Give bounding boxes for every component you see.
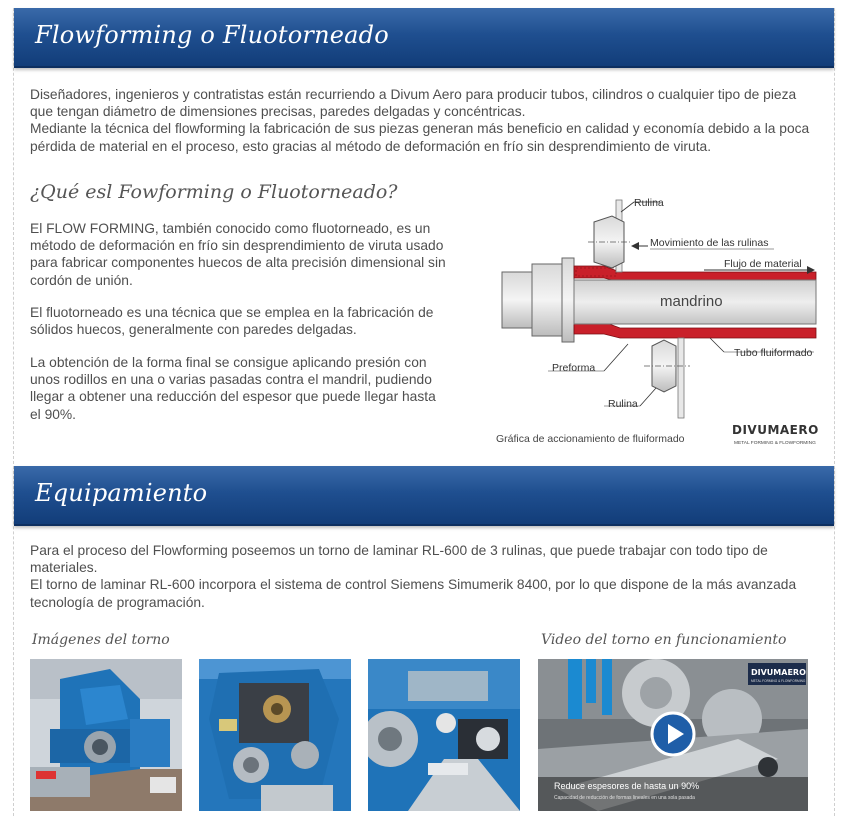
- intro-text: [30, 86, 820, 155]
- equipment-section: [13, 466, 835, 816]
- lathe-image-1-graphic: [30, 659, 182, 811]
- diagram-logo-text: DIVUMAERO: [732, 423, 819, 437]
- video-overlay-line2: Capacidad de reducción de formas lineales en una sola pasada: [554, 795, 695, 801]
- flowforming-diagram: [484, 186, 824, 454]
- label-flow: Flujo de material: [724, 258, 802, 270]
- chuck-body: [532, 264, 566, 336]
- mandrel-label: mandrino: [660, 293, 723, 310]
- chuck-outer: [502, 272, 536, 328]
- top-roller: [594, 216, 624, 268]
- section-title-equipment: Equipamiento: [35, 479, 208, 507]
- what-is-heading: ¿Qué esl Fowforming o Fluotorneado?: [30, 181, 398, 203]
- equipment-paragraph-1: Para el proceso del Flowforming poseemos un torno de laminar RL-600 de 3 rulinas, que puede trabajar con todo tipo de materiales.: [30, 543, 768, 576]
- description-paragraph-3: La obtención de la forma final se consigue aplicando presión con unos rodillos en una o varias pasadas contra el mandril, pudiendo llegar a obtener una reducción del espesor que puede llegar hasta el 90%.: [30, 355, 436, 422]
- video-logo-text: DIVUMAERO: [751, 668, 806, 677]
- images-caption: Imágenes del torno: [32, 632, 170, 648]
- lathe-image-3-graphic: [368, 659, 520, 811]
- label-rulina-top: Rulina: [634, 197, 664, 209]
- lathe-image-2-graphic: [199, 659, 351, 811]
- video-overlay-line1: Reduce espesores de hasta un 90%: [554, 781, 700, 791]
- leader-rulina-top: [621, 202, 634, 212]
- section-title-flowforming: Flowforming o Fluotorneado: [35, 21, 389, 49]
- bottom-roller-shaft: [678, 338, 684, 418]
- intro-paragraph-1: Diseñadores, ingenieros y contratistas están recurriendo a Divum Aero para producir tubos, cilindros o cualquier tipo de pieza que tengan diámetro de dimensiones precisas, paredes delgadas y concéntricas.: [30, 87, 797, 120]
- equipment-text: [30, 542, 820, 611]
- section-header-band: [14, 8, 834, 68]
- flowforming-section: [13, 8, 835, 464]
- leader-preform: [604, 344, 628, 371]
- diagram-logo-sub: METAL FORMING & FLOWFORMING: [734, 441, 816, 446]
- label-tube: Tubo fluiformado: [734, 347, 813, 359]
- chuck-flange: [562, 258, 574, 342]
- description-paragraph-1: El FLOW FORMING, también conocido como fluotorneado, es un método de deformación en frío sin desprendimiento de viruta usado para fabricar componentes huecos de alta precisión dimensional sin cordón de unión.: [30, 221, 446, 288]
- label-preform: Preforma: [552, 362, 596, 374]
- lathe-image-1[interactable]: [30, 659, 182, 811]
- leader-rulina-bottom: [640, 388, 656, 406]
- video-logo-sub: METAL FORMING & FLOWFORMING: [751, 679, 806, 683]
- section-header-band-equipment: [14, 466, 834, 526]
- label-rulina-bottom: Rulina: [608, 398, 638, 410]
- lathe-image-2[interactable]: [199, 659, 351, 811]
- play-button-icon[interactable]: [650, 711, 696, 757]
- label-movement: Movimiento de las rulinas: [650, 237, 769, 249]
- video-caption: Video del torno en funcionamiento: [541, 632, 787, 648]
- lathe-image-3[interactable]: [368, 659, 520, 811]
- diagram-caption: Gráfica de accionamiento de fluiformado: [496, 433, 685, 445]
- intro-paragraph-2: Mediante la técnica del flowforming la fabricación de sus piezas generan más beneficio en calidad y economía debido a la poca pérdida de material en el proceso, esto gracias al método de deformación en frío sin desprendimiento de viruta.: [30, 121, 810, 154]
- lathe-video-player[interactable]: [538, 659, 808, 811]
- equipment-paragraph-2: El torno de laminar RL-600 incorpora el sistema de control Siemens Simumerik 8400, por lo que dispone de la más avanzada tecnología de programación.: [30, 577, 797, 610]
- description-paragraph-2: El fluotorneado es una técnica que se emplea en la fabricación de sólidos huecos, generalmente con paredes delgadas.: [30, 305, 434, 338]
- leader-tube: [710, 338, 724, 352]
